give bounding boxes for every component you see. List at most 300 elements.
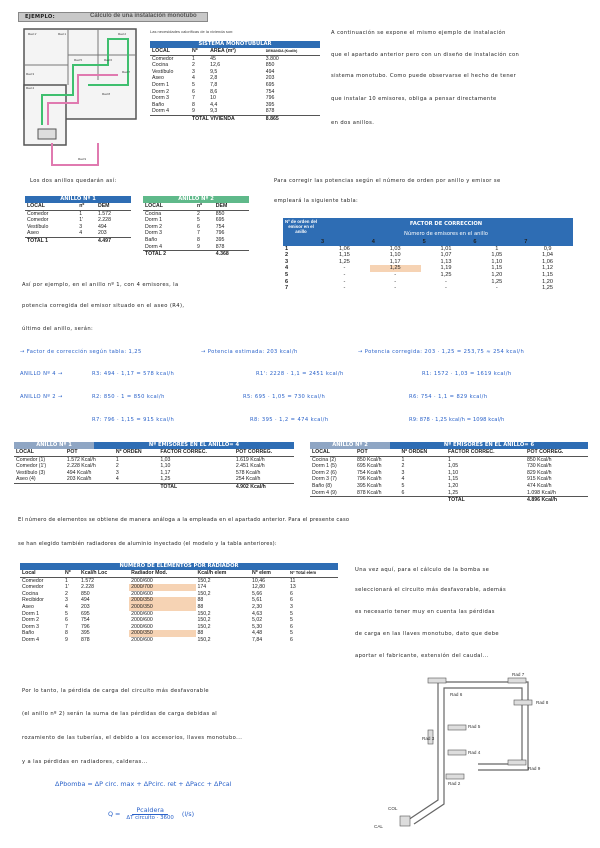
table-cell: 45 <box>210 55 216 62</box>
table-cell: 395 <box>215 236 225 243</box>
table-cell: 12,80 <box>252 584 265 591</box>
table-cell: 4 <box>285 265 289 272</box>
table-cell: 8 <box>192 101 195 108</box>
table-cell: 7,84 <box>252 636 263 643</box>
table-cell: 7 <box>196 230 200 237</box>
table-cell: - <box>394 278 397 285</box>
table-cell: Aseo <box>27 230 39 237</box>
total-label: TOTAL 2 <box>145 251 167 258</box>
table-row <box>283 285 573 292</box>
table-cell: 695 Kcal/h <box>356 463 382 470</box>
table-cell: Dorm 3 (7) <box>312 476 337 483</box>
table-cell: 2000/600 <box>131 577 153 584</box>
table-cell: Cocina <box>152 62 169 69</box>
table-cell: 6 <box>289 590 293 597</box>
col-header: nº <box>196 203 203 209</box>
table-cell: Comedor <box>27 217 49 224</box>
table-cell: 10 <box>210 95 216 102</box>
anillo2-table <box>143 196 249 258</box>
col-header: LOCAL <box>16 449 34 455</box>
col-header: Nº ORDEN <box>401 449 428 455</box>
table-row <box>20 630 338 637</box>
table-cell: Dorm 2 (6) <box>312 469 337 476</box>
table-cell: 578 Kcal/h <box>235 469 261 476</box>
table-row <box>283 259 573 266</box>
table-row <box>283 252 573 259</box>
col-num: Nº <box>192 48 198 54</box>
table-cell: 1,01 <box>440 245 452 252</box>
table-header-row <box>143 203 249 210</box>
table-cell: 203 <box>265 75 275 82</box>
table-cell: 1,15 <box>491 265 503 272</box>
table-cell: 878 <box>81 636 90 643</box>
table-row <box>20 611 338 618</box>
plan-label: Rad 1 <box>58 32 67 36</box>
table-cell: 1,13 <box>440 258 452 265</box>
table-cell: 1.098 Kcal/h <box>527 489 556 496</box>
table-row <box>310 456 588 463</box>
col-header: FACTOR CORREC. <box>160 449 207 455</box>
table-cell: 395 <box>81 630 90 637</box>
table-row <box>310 470 588 477</box>
text-line: que instalar 10 emisores, obliga a pensar directamente <box>331 96 497 102</box>
table-cell: 5 <box>401 482 405 489</box>
table-cell: 150,2 <box>197 636 211 643</box>
table-row <box>25 224 131 231</box>
table-cell: 1,17 <box>389 258 401 265</box>
table-cell: 9 <box>192 108 195 115</box>
table-cell: 1,15 <box>542 271 554 278</box>
table-cell: Dorm 2 <box>22 617 40 624</box>
table-cell: 6 <box>285 278 289 285</box>
table-cell: - <box>343 285 346 292</box>
table-cell: 5,30 <box>252 623 263 630</box>
table-cell: 88 <box>197 630 204 637</box>
table-cell: 4,48 <box>252 630 263 637</box>
factor-bar: FACTOR DE CORRECCION <box>319 218 573 230</box>
table-cell: 2000/600 <box>131 617 153 624</box>
em2-bar: ANILLO Nº 2 <box>310 442 390 449</box>
calc-r3: R3: 494 · 1,17 = 578 kcal/h <box>92 371 175 377</box>
table-cell: 1 <box>192 55 195 62</box>
table-row <box>143 210 249 217</box>
table-cell: 8 <box>64 630 68 637</box>
table-header-row <box>14 449 294 456</box>
table-header-row <box>150 48 320 55</box>
table-cell: 12,6 <box>210 62 221 69</box>
table-cell: 8,6 <box>210 88 218 95</box>
table-cell: 3 <box>285 258 289 265</box>
col-header: 7 <box>524 239 528 245</box>
table-header-row <box>310 449 588 456</box>
mono-caption: Las necesidades caloríficas de la vivienda son: <box>150 29 234 34</box>
formula-q-num: Pcaldera <box>132 806 168 815</box>
table-cell: 1,20 <box>491 271 503 278</box>
table-cell: 3 <box>79 223 83 230</box>
calc-r1p: R1': 2228 · 1,1 = 2451 kcal/h <box>256 371 344 377</box>
table-cell: 754 Kcal/h <box>356 469 382 476</box>
table-cell: 3 <box>64 597 68 604</box>
plan-label: Rad 5 <box>74 58 83 62</box>
table-cell: Dorm 4 <box>22 636 40 643</box>
em2-bar2: Nº EMISORES EN EL ANILLO= 6 <box>390 442 588 449</box>
table-row <box>14 470 294 477</box>
table-cell: 5,66 <box>252 590 263 597</box>
table-cell: 1 <box>285 245 289 252</box>
table-cell: 2,30 <box>252 603 263 610</box>
table-cell: Dorm 4 (9) <box>312 489 337 496</box>
table-cell: 2000/350 <box>129 604 195 611</box>
table-cell: 5 <box>289 617 293 624</box>
elem-table <box>20 563 338 644</box>
table-row <box>143 224 249 231</box>
table-cell: 9,5 <box>210 68 218 75</box>
mono-total-row <box>150 115 320 122</box>
table-cell: 5 <box>285 271 289 278</box>
col-area: AREA (m²) <box>210 48 236 54</box>
table-cell: Comedor (1') <box>16 463 47 470</box>
total-row <box>310 497 588 504</box>
table-cell: 1,03 <box>160 456 171 463</box>
text-line: de carga en las llaves monotubo, dato que debe <box>355 631 499 637</box>
table-cell: Recibidor <box>22 597 44 604</box>
formula-bomba: ΔPbomba = ΔP circ. max + ΔPcirc. ret + ΔPacc + ΔPcal <box>55 780 232 788</box>
table-cell: 695 <box>265 81 275 88</box>
table-cell: Dorm 1 <box>22 610 40 617</box>
table-row <box>14 456 294 463</box>
anillo1-table <box>25 196 131 245</box>
table-cell: - <box>445 278 447 285</box>
table-cell: 5 <box>289 630 293 637</box>
calc-r8: R8: 395 · 1,2 = 474 kcal/h <box>250 417 329 423</box>
calc-factor: → Factor de corrección según tabla: 1,25 <box>20 349 142 355</box>
perd-line: rozamiento de las tuberías, el debido a los accesorios, llaves monotubo... <box>22 735 243 741</box>
table-cell: 1,05 <box>491 252 503 259</box>
table-cell: 1,10 <box>389 252 401 259</box>
total-label: TOTAL <box>160 483 178 490</box>
corr-text-line: empleará la siguiente tabla: <box>274 198 359 204</box>
table-cell: 850 <box>265 62 275 69</box>
table-cell: 754 <box>81 617 90 624</box>
col-header: Nº <box>64 570 71 576</box>
factor-body <box>283 246 573 292</box>
col-header: DEM <box>97 203 110 209</box>
table-row <box>20 637 338 644</box>
table-row <box>150 82 320 89</box>
plan-label: Rad 7 <box>122 70 131 74</box>
diagram-label: Rad 3 <box>422 736 435 741</box>
table-cell: 4 <box>401 476 405 483</box>
mono-body <box>150 55 320 115</box>
col-header: Local <box>22 570 36 576</box>
table-cell: 2 <box>192 62 195 69</box>
table-cell: 174 <box>197 584 207 591</box>
col-header: LOCAL <box>27 203 45 209</box>
diagram-label: CAL <box>374 824 383 829</box>
table-cell: 850 <box>81 590 90 597</box>
table-cell: Cocina (2) <box>312 456 336 463</box>
col-header: DEM <box>215 203 228 209</box>
table-cell: 850 Kcal/h <box>527 456 552 463</box>
table-cell: 4 <box>192 75 195 82</box>
diagram-label: Rad 4 <box>468 750 481 755</box>
table-row <box>283 265 573 272</box>
formula-q <box>108 806 194 821</box>
formula-q-lhs: Q = <box>108 809 121 818</box>
table-cell: 5,02 <box>252 617 263 624</box>
table-row <box>283 246 573 253</box>
table-cell: Comedor <box>27 210 49 217</box>
anillo2-body <box>143 210 249 251</box>
table-cell: 2 <box>64 590 68 597</box>
table-cell: 1,25 <box>491 278 503 285</box>
table-cell: 1' <box>79 217 84 224</box>
corr-text-line: Para corregir las potencias según el número de orden por anillo y emisor se <box>274 178 501 184</box>
table-cell: 4 <box>115 476 119 483</box>
table-cell: 3 <box>115 469 119 476</box>
header-title: Cálculo de una instalación monotubo <box>90 13 197 19</box>
total-row <box>25 237 131 244</box>
table-cell: 1,10 <box>448 469 459 476</box>
table-cell: 730 Kcal/h <box>527 463 552 470</box>
table-cell: 6 <box>196 223 200 230</box>
col-header: 4 <box>371 239 375 245</box>
table-cell: 4,63 <box>252 610 263 617</box>
table-cell: 1,25 <box>370 265 421 272</box>
table-cell: 829 Kcal/h <box>527 469 552 476</box>
col-header: Nº Total elem <box>289 570 317 575</box>
table-cell: 695 <box>215 217 225 224</box>
table-cell: 5 <box>196 217 200 224</box>
table-cell: 1 <box>401 456 405 463</box>
plan-label: Rad 2 <box>118 32 127 36</box>
table-cell: 850 Kcal/h <box>356 456 382 463</box>
col-header: nº <box>79 203 85 209</box>
diagram-label: Rad 6 <box>450 692 463 697</box>
table-cell: 878 <box>215 243 225 250</box>
table-cell: - <box>495 285 498 292</box>
mono-bar: SISTEMA MONOTUBULAR <box>150 41 320 48</box>
table-cell: Comedor (1) <box>16 456 46 463</box>
table-cell: 5 <box>289 610 293 617</box>
factor-table <box>283 218 573 292</box>
table-row <box>25 230 131 237</box>
table-row <box>150 89 320 96</box>
table-cell: 3.800 <box>265 55 279 62</box>
table-cell: 203 <box>97 230 107 237</box>
calc-r2: R2: 850 · 1 = 850 kcal/h <box>92 394 165 400</box>
plan-label: Rad 9 <box>78 157 87 161</box>
anillo1-body <box>25 210 131 237</box>
table-row <box>310 490 588 497</box>
table-cell: 494 Kcal/h <box>66 469 92 476</box>
table-cell: 1,25 <box>542 285 554 292</box>
table-cell: 1,15 <box>448 476 459 483</box>
elem-text-line: El número de elementos se obtiene de manera análoga a la empleada en el apartado anterior. Para el presente caso <box>18 517 350 523</box>
table-cell: Dorm 1 <box>145 217 163 224</box>
table-cell: 2.228 <box>81 584 94 591</box>
diagram-label: COL <box>388 806 398 811</box>
table-cell: 3 <box>289 603 293 610</box>
table-cell: 796 <box>81 623 90 630</box>
table-cell: 88 <box>197 597 204 604</box>
table-row <box>310 476 588 483</box>
table-cell: 1,17 <box>160 469 171 476</box>
table-cell: 2.228 <box>97 217 111 224</box>
plan-label: Rad 3 <box>26 72 35 76</box>
diagram-label: Rad 7 <box>512 672 525 677</box>
table-cell: 796 <box>265 95 275 102</box>
table-cell: 1,06 <box>542 258 554 265</box>
example-line: potencia corregida del emisor situado en el aseo (R4), <box>22 303 185 309</box>
total-label: TOTAL <box>448 497 465 504</box>
floor-plan <box>18 25 142 175</box>
table-cell: 395 <box>265 101 275 108</box>
table-cell: 1,20 <box>542 278 554 285</box>
table-cell: 494 <box>81 597 90 604</box>
table-cell: Dorm 4 <box>152 108 170 115</box>
table-cell: 2000/600 <box>131 636 153 643</box>
table-cell: Comedor <box>22 577 44 584</box>
table-cell: 2.451 Kcal/h <box>235 463 265 470</box>
table-cell: - <box>394 285 397 292</box>
anillos-title: Los dos anillos quedarán así: <box>30 178 117 184</box>
elem-text-line: se han elegido también radiadores de aluminio inyectado (el modelo y la tabla anteriores): <box>18 541 277 547</box>
table-cell: 6 <box>401 489 405 496</box>
elem-bar: NUMERO DE ELEMENTOS POR RADIADOR <box>20 563 338 570</box>
table-cell: 2 <box>115 463 119 470</box>
table-cell: Baño (8) <box>312 482 332 489</box>
table-cell: 203 Kcal/h <box>66 476 92 483</box>
table-row <box>150 69 320 76</box>
table-cell: Cocina <box>145 210 162 217</box>
table-cell: 5 <box>192 81 195 88</box>
table-cell: 1,06 <box>338 245 350 252</box>
table-cell: 1,12 <box>542 265 554 272</box>
table-cell: 150,2 <box>197 590 211 597</box>
calc-anillo2: ANILLO Nº 2 → <box>20 394 63 400</box>
table-cell: Aseo <box>22 603 34 610</box>
table-cell: 6 <box>64 617 68 624</box>
table-row <box>143 230 249 237</box>
text-line: sistema monotubo. Como puede observarse el hecho de tener <box>331 73 517 79</box>
table-cell: Baño <box>22 630 35 637</box>
table-row <box>20 617 338 624</box>
pipe-diagram <box>368 670 568 838</box>
table-cell: 7 <box>64 623 68 630</box>
table-cell: 754 <box>215 223 225 230</box>
col-header: LOCAL <box>312 449 330 455</box>
table-cell: 474 Kcal/h <box>527 482 552 489</box>
table-cell: 494 <box>97 223 107 230</box>
table-cell: 1.572 Kcal/h <box>66 456 96 463</box>
col-header: Radiador Mod. <box>131 570 168 576</box>
table-cell: 11 <box>289 577 296 584</box>
calc-r5: R5: 695 · 1,05 = 730 kcal/h <box>243 394 326 400</box>
table-cell: 1' <box>64 584 69 591</box>
total-value: 4.902 Kcal/h <box>235 483 266 490</box>
table-cell: Dorm 3 <box>145 230 163 237</box>
table-row <box>14 476 294 483</box>
formula-q-unit: (l/s) <box>181 809 195 818</box>
total-label: TOTAL VIVIENDA <box>192 115 235 122</box>
calc-anillo1: ANILLO Nº 4 → <box>20 371 63 377</box>
total-value: 8.865 <box>265 115 279 122</box>
mono-table-wrap <box>150 41 320 123</box>
plan-label: Rad 4 <box>26 86 35 90</box>
text-line: aportar el fabricante, extensión del caudal... <box>355 653 489 659</box>
factor-side: Nº de orden del emisor en el anillo <box>283 218 319 246</box>
table-cell: Dorm 1 <box>152 81 170 88</box>
table-cell: 0,9 <box>543 245 552 252</box>
table-row <box>20 591 338 598</box>
table-cell: 695 <box>81 610 90 617</box>
table-cell: 2000/600 <box>131 623 153 630</box>
table-cell: 1,03 <box>389 245 401 252</box>
table-row <box>143 217 249 224</box>
table-row <box>143 244 249 251</box>
table-cell: 2000/350 <box>129 597 195 604</box>
table-cell: 150,2 <box>197 617 211 624</box>
table-cell: 6 <box>289 636 293 643</box>
table-cell: 2000/600 <box>131 590 153 597</box>
table-row <box>150 62 320 69</box>
table-cell: Dorm 3 <box>22 623 40 630</box>
table-cell: 395 Kcal/h <box>356 482 382 489</box>
em1-bar: ANILLO Nº 1 <box>14 442 94 449</box>
table-cell: Dorm 4 <box>145 243 163 250</box>
table-cell: Vestíbulo (3) <box>16 469 46 476</box>
table-cell: 4 <box>64 603 68 610</box>
table-cell: - <box>445 285 447 292</box>
text-line: Una vez aquí, para el cálculo de la bomba se <box>355 567 490 573</box>
table-cell: 3 <box>401 469 405 476</box>
table-cell: 4,4 <box>210 101 218 108</box>
table-cell: Aseo (4) <box>16 476 36 483</box>
table-cell: 1,07 <box>440 252 452 259</box>
table-row <box>150 108 320 115</box>
em1-table <box>14 442 294 491</box>
diagram-label: Rad 5 <box>468 724 481 729</box>
em2-table <box>310 442 588 504</box>
table-cell: 8 <box>196 236 200 243</box>
total-value: 4.896 Kcal/h <box>527 497 558 504</box>
table-cell: 1.572 <box>97 210 111 217</box>
table-cell: 1 <box>79 210 83 217</box>
calc-r9: R9: 878 · 1,25 kcal/h = 1098 kcal/h <box>409 417 505 423</box>
table-cell: 2000/350 <box>129 630 195 637</box>
table-row <box>14 463 294 470</box>
table-cell: 1,25 <box>338 258 350 265</box>
table-cell: - <box>343 265 346 272</box>
total-label: TOTAL 1 <box>27 237 49 244</box>
plan-label: Rad 1' <box>28 32 37 36</box>
col-header: POT CORREG. <box>527 449 564 455</box>
calc-r6: R6: 754 · 1,1 = 829 kcal/h <box>409 394 488 400</box>
table-cell: 150,2 <box>197 610 211 617</box>
perd-line: (el anillo nº 2) serán la suma de las pérdidas de carga debidas al <box>22 711 218 717</box>
formula-q-den: ΔT circuito · 3600 <box>126 815 174 821</box>
table-cell: 88 <box>197 603 204 610</box>
table-cell: 1,15 <box>338 252 350 259</box>
total-value: 4.497 <box>97 237 111 244</box>
table-cell: 2 <box>285 252 289 259</box>
factor-sub: Número de emisores en el anillo <box>319 230 573 239</box>
col-header: POT <box>356 449 368 455</box>
table-cell: 7,8 <box>210 81 218 88</box>
table-row <box>150 75 320 82</box>
table-cell: 1,25 <box>448 489 459 496</box>
